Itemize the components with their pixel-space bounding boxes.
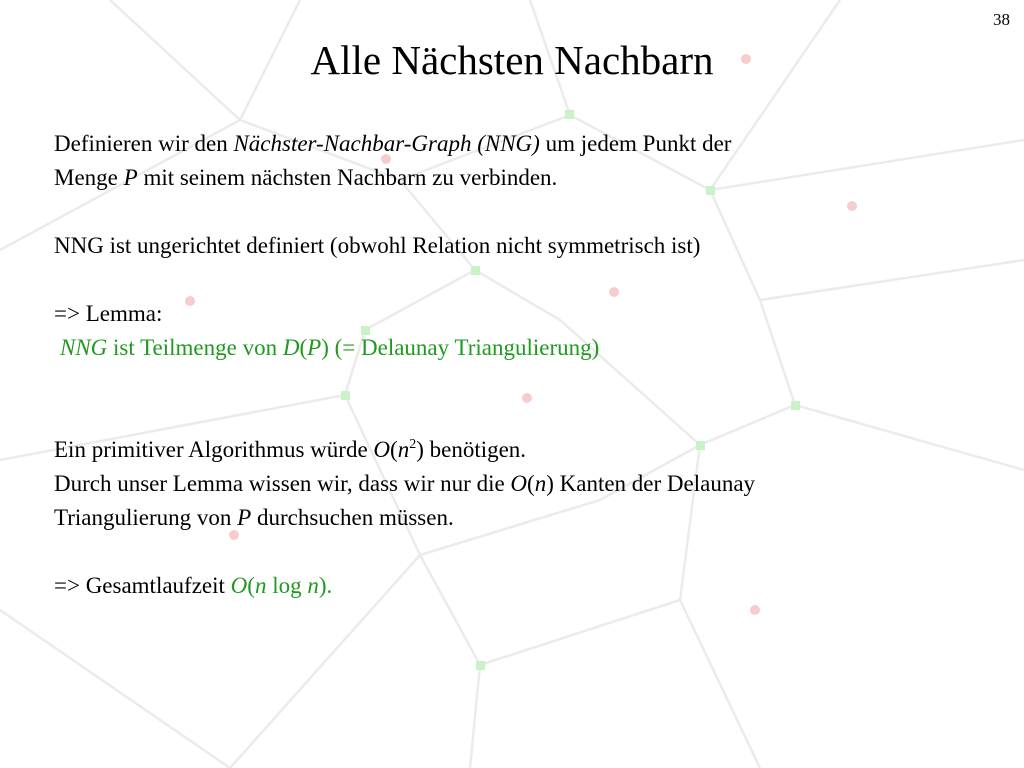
spacer <box>54 195 974 229</box>
text: Durch unser Lemma wissen wir, dass wir nur die <box>54 471 511 496</box>
slide-title: Alle Nächsten Nachbarn <box>310 37 714 83</box>
text: ( <box>390 437 398 462</box>
text: ( <box>299 335 308 360</box>
text: Triangulierung von <box>54 505 238 530</box>
page-number: 38 <box>993 10 1010 29</box>
text: ) Kanten der Delaunay <box>546 471 756 496</box>
term-nng: NNG <box>60 335 108 360</box>
big-o: O <box>230 573 248 598</box>
var-n: n <box>534 471 547 496</box>
text: mit seinem nächsten Nachbarn zu verbinden. <box>137 165 558 190</box>
text: => Gesamtlaufzeit <box>54 573 231 598</box>
big-o: O <box>373 437 391 462</box>
text: ( <box>247 573 255 598</box>
lemma-label: => Lemma: <box>54 301 163 326</box>
text: Definieren wir den <box>54 131 234 156</box>
big-o: O <box>510 471 528 496</box>
var-d: D <box>282 335 300 360</box>
var-p: P <box>123 165 138 190</box>
text: Ein primitiver Algorithmus würde <box>54 437 374 462</box>
slide-body <box>54 127 974 603</box>
definition-line-1 <box>54 127 974 161</box>
text: ) (= Delaunay Triangulierung) <box>321 335 600 360</box>
text: um jedem Punkt der <box>539 131 732 156</box>
text: log <box>266 573 308 598</box>
conclusion-line <box>54 569 974 603</box>
text: ) benötigen. <box>416 437 527 462</box>
exponent: 2 <box>409 437 417 452</box>
spacer <box>54 535 974 569</box>
algorithm-line-2 <box>54 467 974 501</box>
definition-line-2 <box>54 161 974 195</box>
nng-undirected-line: NNG ist ungerichtet definiert (obwohl Relation nicht symmetrisch ist) <box>54 233 701 258</box>
algorithm-line-1 <box>54 433 974 467</box>
text: ). <box>318 573 333 598</box>
spacer <box>54 365 974 433</box>
var-n: n <box>307 573 319 598</box>
var-n: n <box>397 437 410 462</box>
var-n: n <box>254 573 267 598</box>
text: ( <box>527 471 535 496</box>
text: Menge <box>54 165 124 190</box>
text: ist Teilmenge von <box>107 335 283 360</box>
lemma-statement <box>54 331 974 365</box>
term-nng: Nächster-Nachbar-Graph (NNG) <box>233 131 540 156</box>
var-p: P <box>237 505 252 530</box>
var-p: P <box>307 335 322 360</box>
text: durchsuchen müssen. <box>251 505 454 530</box>
spacer <box>54 263 974 297</box>
algorithm-line-3 <box>54 501 974 535</box>
